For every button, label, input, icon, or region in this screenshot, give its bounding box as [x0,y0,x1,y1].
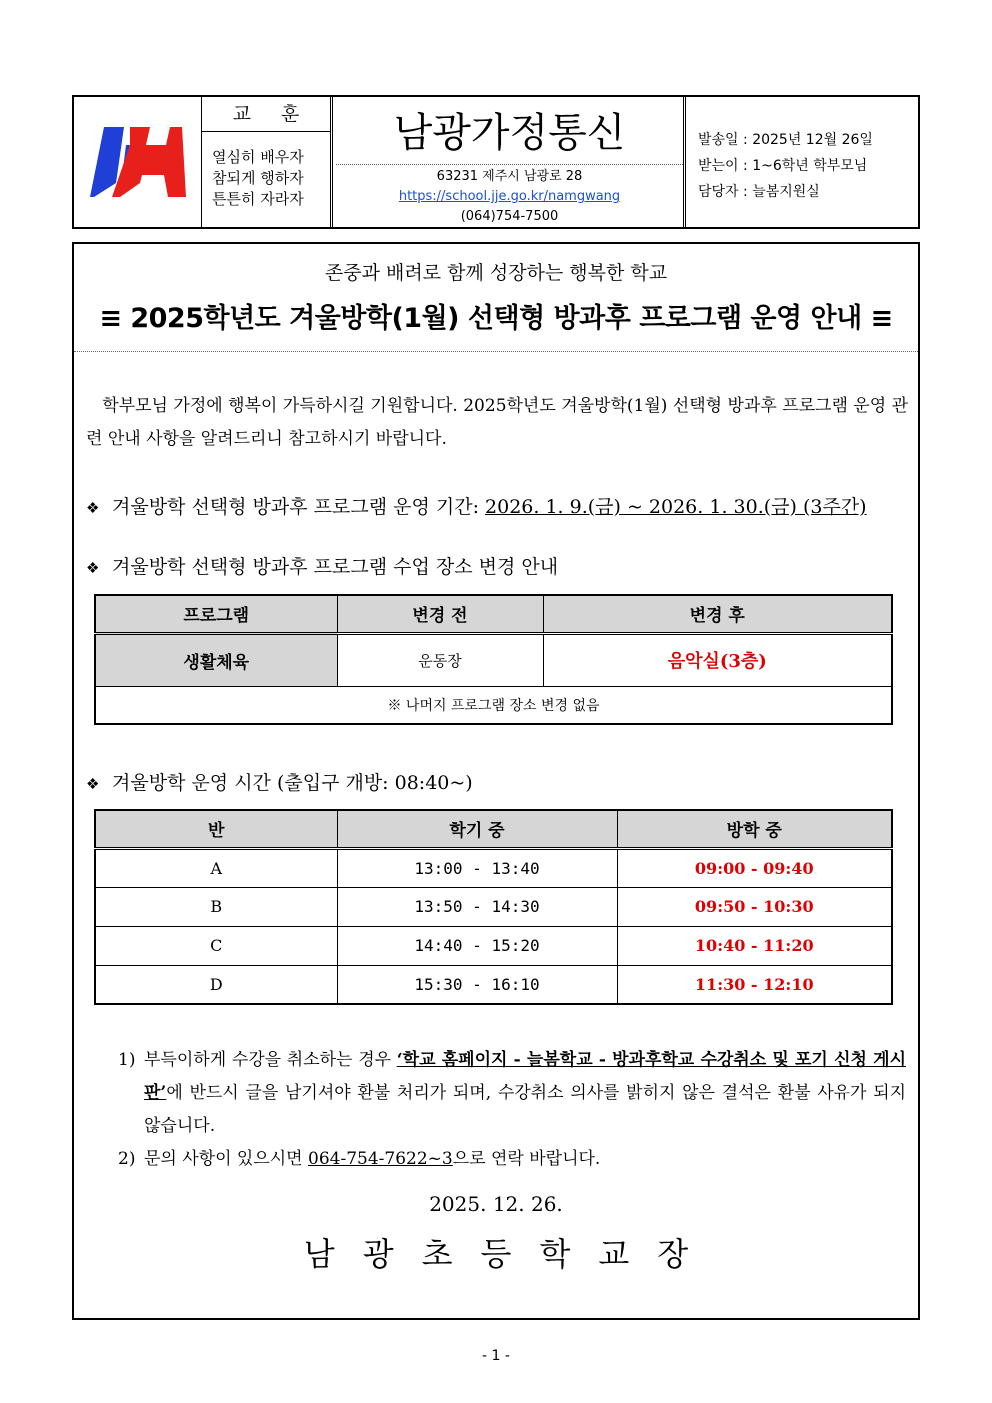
table-row [95,633,892,686]
period-label: 겨울방학 선택형 방과후 프로그램 운영 기간: [112,496,486,518]
class-cell: B [95,887,337,926]
meta-cell [688,97,918,227]
class-cell: D [95,965,337,1004]
school-contact [336,167,683,227]
table-row [95,848,892,887]
school-address: 63231 제주시 남광로 28 [436,169,583,184]
document-heading: ≡ 2025학년도 겨울방학(1월) 선택형 방과후 프로그램 운영 안내 ≡ [99,303,893,334]
table-row [95,926,892,965]
newsletter-header [72,95,920,229]
motto-line: 열심히 배우자 [212,148,304,166]
semester-cell: 15:30 - 16:10 [337,965,617,1004]
program-cell: 생활체육 [95,633,337,686]
class-cell: C [95,926,337,965]
bullet-mark-icon: ❖ [86,559,100,577]
table-row [95,887,892,926]
col-header-before: 변경 전 [337,595,543,633]
note-item [118,1044,906,1143]
heading-divider [74,351,918,352]
col-header-class: 반 [95,810,337,848]
principal-signature: 남광초등학교장 [303,1235,717,1273]
table-row [95,965,892,1004]
page-number: - 1 - [482,1348,510,1364]
after-cell: 음악실(3층) [543,633,892,686]
bullet-mark-icon: ❖ [86,775,100,793]
vacation-cell: 09:00 - 09:40 [617,848,892,887]
time-table [94,809,893,1005]
place-label: 겨울방학 선택형 방과후 프로그램 수업 장소 변경 안내 [112,556,559,578]
recipient: 받는이 : 1~6학년 학부모님 [698,158,868,174]
title-cell [336,97,686,227]
note-item [118,1143,906,1176]
motto-lines [212,147,304,210]
newsletter-title: 남광가정통신 [336,97,683,165]
vacation-cell: 10:40 - 11:20 [617,926,892,965]
school-url-link[interactable]: https://school.jje.go.kr/namgwang [398,189,621,204]
period-value: 2026. 1. 9.(금) ~ 2026. 1. 30.(금) (3주간) [485,496,867,518]
place-note: ※ 나머지 프로그램 장소 변경 없음 [95,686,892,724]
note-text: 으로 연락 바랍니다. [452,1149,601,1169]
note-text: 문의 사항이 있으시면 [144,1149,309,1169]
col-header-semester: 학기 중 [337,810,617,848]
bullet-place [86,552,558,579]
intro-paragraph [86,390,908,456]
note-number: 1) [118,1050,136,1070]
document-date: 2025. 12. 26. [429,1192,563,1216]
motto-cell [202,97,333,227]
place-change-table [94,594,893,725]
send-date: 발송일 : 2025년 12월 26일 [698,132,873,148]
before-cell: 운동장 [337,633,543,686]
intro-text: 학부모님 가정에 행복이 가득하시길 기원합니다. 2025학년도 겨울방학(1월) 선택형 방과후 프로그램 운영 관련 안내 사항을 알려드리니 참고하시기 바랍니다. [86,396,908,449]
cancel-board-path: ‘학교 홈페이지 - 늘봄학교 - 방과후학교 수강취소 및 포기 신청 게시판’ [144,1050,906,1103]
contact-phone: 064-754-7622~3 [308,1149,453,1169]
note-number: 2) [118,1149,136,1169]
vacation-cell: 09:50 - 10:30 [617,887,892,926]
bullet-time [86,768,473,795]
manager: 담당자 : 늘봄지원실 [698,184,820,200]
table-note-row [95,686,892,724]
note-text: 에 반드시 글을 남기셔야 환불 처리가 되며, 수강취소 의사를 밝히지 않은 결석은 환불 사유가 되지 않습니다. [144,1083,906,1136]
school-slogan: 존중과 배려로 함께 성장하는 행복한 학교 [324,262,668,284]
col-header-vacation: 방학 중 [617,810,892,848]
semester-cell: 13:00 - 13:40 [337,848,617,887]
logo-cell [74,97,202,227]
bullet-mark-icon: ❖ [86,499,100,517]
semester-cell: 14:40 - 15:20 [337,926,617,965]
motto-line: 튼튼히 자라자 [212,190,304,208]
school-logo [90,125,186,199]
class-cell: A [95,848,337,887]
school-phone: (064)754-7500 [460,209,559,224]
bullet-period [86,492,867,519]
semester-cell: 13:50 - 14:30 [337,887,617,926]
note-text: 부득이하게 수강을 취소하는 경우 [144,1050,397,1070]
motto-line: 참되게 행하자 [212,169,304,187]
vacation-cell: 11:30 - 12:10 [617,965,892,1004]
col-header-after: 변경 후 [543,595,892,633]
document-body [72,242,920,1320]
col-header-program: 프로그램 [95,595,337,633]
time-label: 겨울방학 운영 시간 (출입구 개방: 08:40~) [112,772,473,794]
notes-list [118,1044,906,1176]
motto-title: 교 훈 [202,97,330,132]
